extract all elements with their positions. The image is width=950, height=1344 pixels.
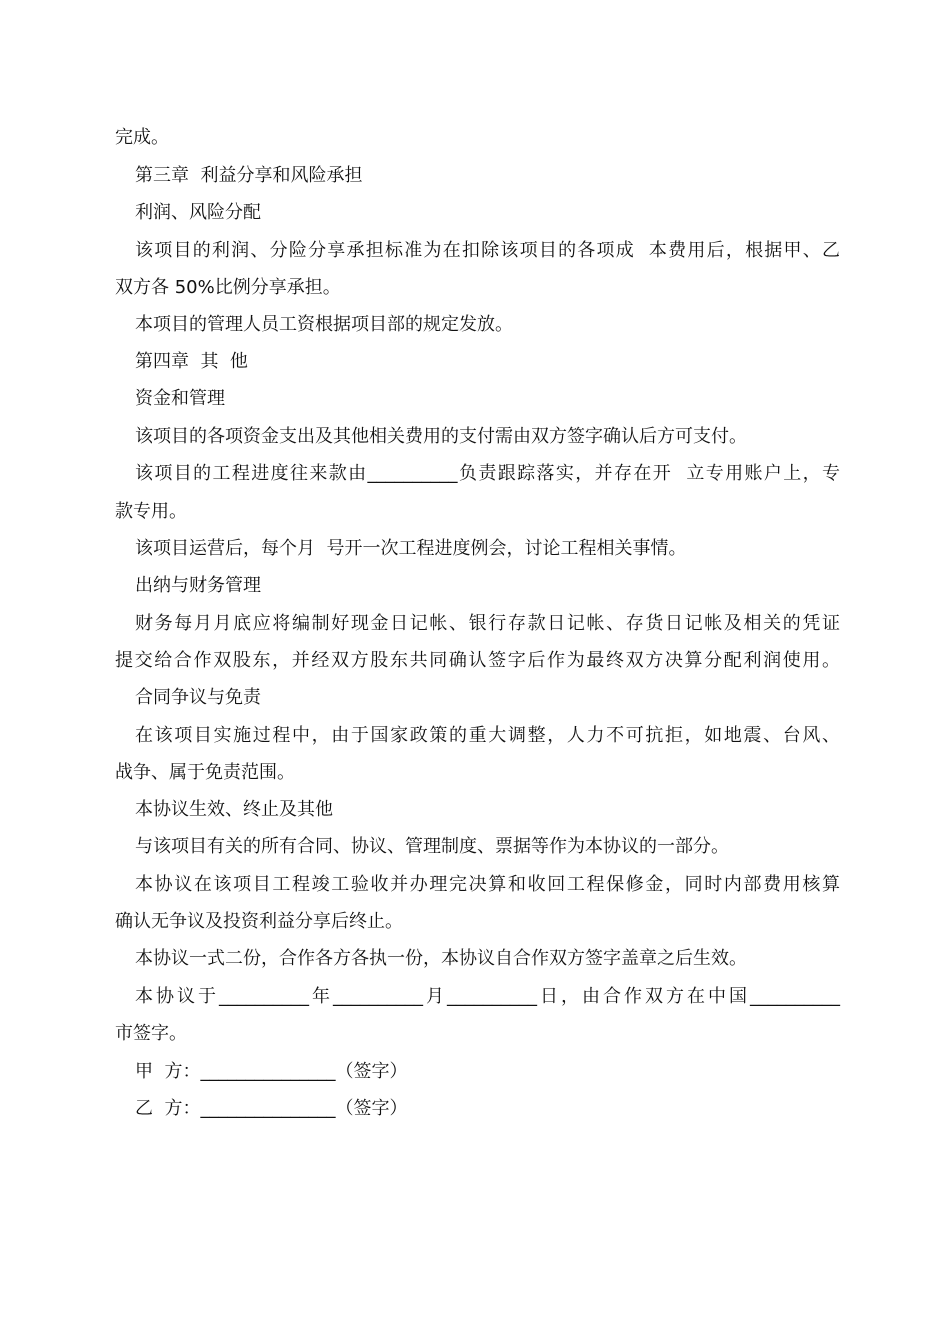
section-heading: 资金和管理: [135, 388, 225, 409]
paragraph-line: 本协议一式二份，合作各方各执一份，本协议自合作双方签字盖章之后生效。: [135, 948, 747, 969]
paragraph-line: 该项目的利润、分险分享承担标准为在扣除该项目的各项成 本费用后，根据甲、乙: [135, 240, 840, 261]
paragraph-line: 确认无争议及投资利益分享后终止。: [115, 911, 403, 932]
paragraph-line: 在该项目实施过程中，由于国家政策的重大调整，人力不可抗拒，如地震、台风、: [135, 725, 840, 746]
paragraph-line: 款专用。: [115, 501, 187, 522]
section-heading: 出纳与财务管理: [135, 575, 261, 596]
paragraph-line: 本协议在该项目工程竣工验收并办理完决算和收回工程保修金，同时内部费用核算: [135, 874, 840, 895]
paragraph-line: 提交给合作双股东，并经双方股东共同确认签字后作为最终双方决算分配利润使用。: [115, 650, 840, 671]
paragraph-line: 本项目的管理人员工资根据项目部的规定发放。: [135, 314, 513, 335]
paragraph-line: 市签字。: [115, 1023, 187, 1044]
section-heading: 合同争议与免责: [135, 687, 261, 708]
paragraph-line: 该项目的工程进度往来款由__________负责跟踪落实，并存在开 立专用账户上，专: [135, 463, 840, 484]
paragraph-continuation: 完成。: [115, 127, 169, 148]
signing-date-line: 本协议于__________年__________月__________日，由合作双方在中国__________: [135, 986, 840, 1007]
paragraph-line: 财务每月月底应将编制好现金日记帐、银行存款日记帐、存货日记帐及相关的凭证: [135, 613, 840, 634]
party-a-signature-line: 甲 方：_______________（签字）: [135, 1061, 408, 1082]
paragraph-line: 双方各 50%比例分享承担。: [115, 277, 341, 298]
paragraph-line: 与该项目有关的所有合同、协议、管理制度、票据等作为本协议的一部分。: [135, 836, 729, 857]
chapter-heading: 第四章 其 他: [135, 351, 248, 372]
paragraph-line: 该项目运营后，每个月 号开一次工程进度例会，讨论工程相关事情。: [135, 538, 687, 559]
party-b-signature-line: 乙 方：_______________（签字）: [135, 1098, 408, 1119]
paragraph-line: 该项目的各项资金支出及其他相关费用的支付需由双方签字确认后方可支付。: [135, 426, 747, 447]
paragraph-line: 战争、属于免责范围。: [115, 762, 295, 783]
chapter-heading: 第三章 利益分享和风险承担: [135, 165, 363, 186]
section-heading: 利润、风险分配: [135, 202, 261, 223]
section-heading: 本协议生效、终止及其他: [135, 799, 333, 820]
